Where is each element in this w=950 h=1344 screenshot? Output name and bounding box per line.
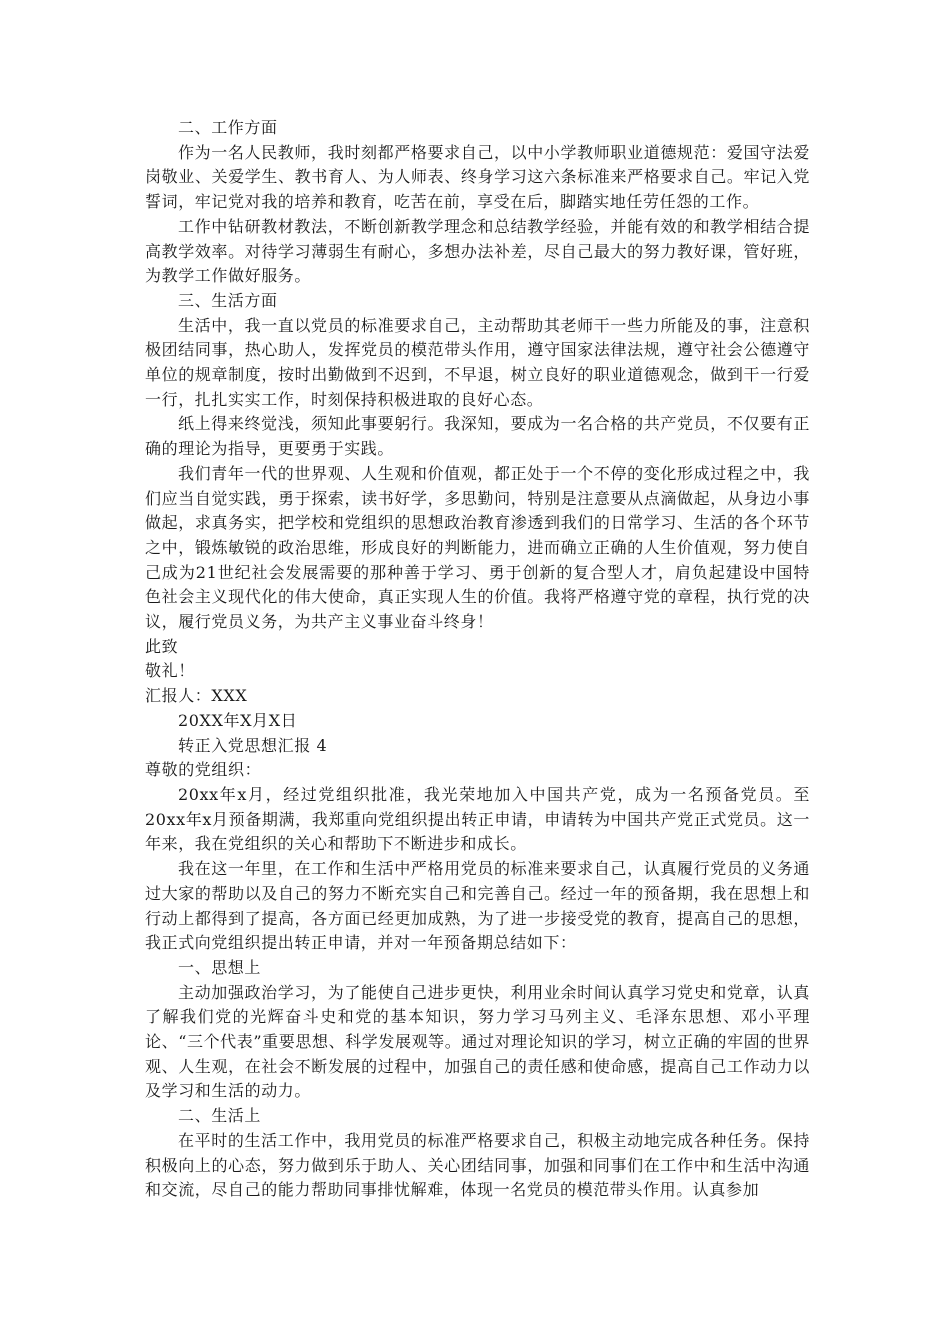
document-title: 转正入党思想汇报 4 bbox=[178, 735, 328, 755]
section-heading-work: 二、工作方面 bbox=[178, 118, 278, 137]
closing-regards: 敬礼！ bbox=[145, 661, 195, 681]
paragraph: 在平时的生活工作中，我用党员的标准严格要求自己，积极主动地完成各种任务。保持积极向上的心态，努力做到乐于助人、关心团结同事，加强和同事们在工作中和生活中沟通和交流，尽自己的能力帮助同事排忧解难，体现一名党员的模范带头作用。认真参加 bbox=[145, 1130, 810, 1200]
paragraph: 我在这一年里，在工作和生活中严格用党员的标准来要求自己，认真履行党员的义务通过大家的帮助以及自己的努力不断充实自己和完善自己。经过一年的预备期，我在思想上和行动上都得到了提高，各方面已经更加成熟，为了进一步接受党的教育，提高自己的思想，我正式向党组织提出转正申请，并对一年预备期总结如下： bbox=[145, 859, 810, 953]
salutation: 尊敬的党组织： bbox=[145, 760, 262, 780]
section-heading-life-2: 二、生活上 bbox=[178, 1106, 262, 1126]
document-body bbox=[145, 116, 810, 1203]
paragraph: 20xx年x月，经过党组织批准，我光荣地加入中国共产党，成为一名预备党员。至20xx年x月预备期满，我郑重向党组织提出转正申请，申请转为中国共产党正式党员。这一年来，我在党组织的关心和帮助下不断进步和成长。 bbox=[145, 784, 810, 854]
paragraph: 工作中钻研教材教法，不断创新教学理念和总结教学经验，并能有效的和教学相结合提高教学效率。对待学习薄弱生有耐心，多想办法补差，尽自己最大的努力教好课，管好班，为教学工作做好服务。 bbox=[145, 216, 810, 286]
section-heading-life: 三、生活方面 bbox=[178, 290, 278, 310]
paragraph: 纸上得来终觉浅，须知此事要躬行。我深知，要成为一名合格的共产党员，不仅要有正确的理论为指导，更要勇于实践。 bbox=[145, 414, 810, 459]
reporter-name: 汇报人：XXX bbox=[145, 686, 248, 706]
paragraph: 主动加强政治学习，为了能使自己进步更快，利用业余时间认真学习党史和党章，认真了解我们党的光辉奋斗史和党的基本知识，努力学习马列主义、毛泽东思想、邓小平理论、“三个代表”重要思想、科学发展观等。通过对理论知识的学习，树立正确的牢固的世界观、人生观，在社会不断发展的过程中，加强自己的责任感和使命感，提高自己工作动力以及学习和生活的动力。 bbox=[145, 982, 810, 1101]
section-heading-thought: 一、思想上 bbox=[178, 957, 262, 977]
paragraph: 我们青年一代的世界观、人生观和价值观，都正处于一个不停的变化形成过程之中，我们应当自觉实践，勇于探索，读书好学，多思勤问，特别是注意要从点滴做起，从身边小事做起，求真务实，把学校和党组织的思想政治教育渗透到我们的日常学习、生活的各个环节之中，锻炼敏锐的政治思维，形成良好的判断能力，进而确立正确的人生价值观，努力使自己成为21世纪社会发展需要的那种善于学习、勇于创新的复合型人才，肩负起建设中国特色社会主义现代化的伟大使命，真正实现人生的价值。我将严格遵守党的章程，执行党的决议，履行党员义务，为共产主义事业奋斗终身！ bbox=[145, 463, 810, 632]
closing-salutation: 此致 bbox=[145, 636, 179, 656]
report-date: 20XX年X月X日 bbox=[178, 710, 298, 730]
paragraph: 作为一名人民教师，我时刻都严格要求自己，以中小学教师职业道德规范：爱国守法爱岗敬业、关爱学生、教书育人、为人师表、终身学习这六条标准来严格要求自己。牢记入党誓词，牢记党对我的培养和教育，吃苦在前，享受在后，脚踏实地任劳任怨的工作。 bbox=[145, 142, 810, 212]
paragraph: 生活中，我一直以党员的标准要求自己，主动帮助其老师干一些力所能及的事，注意积极团结同事，热心助人，发挥党员的模范带头作用，遵守国家法律法规，遵守社会公德遵守单位的规章制度，按时出勤做到不迟到，不早退，树立良好的职业道德观念，做到干一行爱一行，扎扎实实工作，时刻保持积极进取的良好心态。 bbox=[145, 315, 810, 409]
